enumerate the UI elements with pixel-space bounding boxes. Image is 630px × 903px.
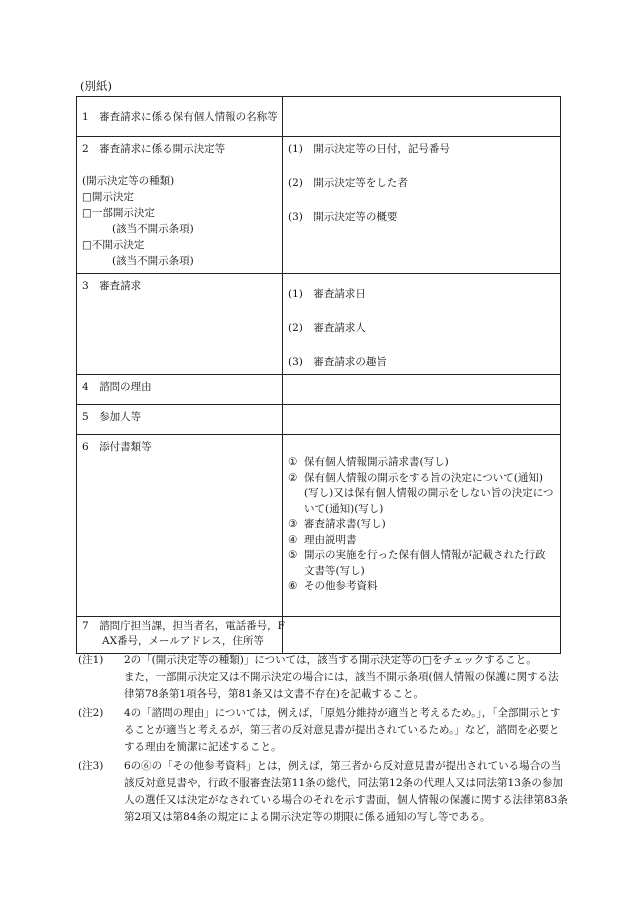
- checkbox-partial-disclosure: □一部開示決定: [82, 207, 155, 219]
- decision-date-item: (1) 開示決定等の日付，記号番号: [288, 143, 450, 155]
- row6-value-cell: [283, 435, 561, 617]
- partial-exempt-clause: (該当不開示条項): [112, 223, 194, 235]
- table-row-3: [77, 274, 561, 375]
- note-2-text: 4の「諮問の理由」については，例えば，「原処分維持が適当と考えるため。」，「全部開示とすることが適当と考えるが，第三者の反対意見書が提出されているため。」など，諮問を必要とする理由を簡潔に記述すること。: [124, 707, 561, 753]
- row1-label-cell: [77, 97, 283, 137]
- row2-label: 2 審査請求に係る開示決定等: [82, 143, 226, 155]
- decision-summary-item: (3) 開示決定等の概要: [288, 211, 398, 223]
- attachment-header: (別紙): [80, 79, 112, 93]
- checkbox-disclosure: □開示決定: [82, 191, 134, 203]
- row1-value-cell: [283, 97, 561, 137]
- notes-section: [78, 652, 568, 828]
- attachment-item-2: ② 保有個人情報の開示をする旨の決定について(通知)(写し)又は保有個人情報の開示をしない旨の決定について(通知)(写し): [288, 471, 554, 515]
- row7-label-cell: [77, 617, 283, 654]
- non-disclosure-exempt-clause: (該当不開示条項): [112, 255, 194, 267]
- row1-label: 1 審査請求に係る保有個人情報の名称等: [82, 111, 278, 123]
- row7-value-cell: [283, 617, 561, 654]
- note-3: [78, 758, 568, 826]
- note-2-label: (注2): [78, 707, 104, 719]
- row7-label-line1: 7 諮問庁担当課，担当者名，電話番号，F: [82, 620, 285, 632]
- note-3-text: 6の⑥の「その他参考資料」とは，例えば，第三者から反対意見書が提出されている場合の当該反対意見書や，行政不服審査法第11条の総代，同法第12条の代理人又は同法第13条の参加人の選任又は決定がなされている場合のそれを示す書面，個人情報の保護に関する法律第83条第2項又は第84条の規定による開示決定等の期限に係る通知の写し等である。: [124, 760, 568, 823]
- row7-label-line2: AX番号，メールアドレス，住所等: [102, 635, 264, 647]
- row5-label-cell: [77, 405, 283, 435]
- request-date-item: (1) 審査請求日: [288, 288, 366, 300]
- attachment-item-4: ④ 理由説明書: [288, 533, 357, 546]
- row4-label: 4 諮問の理由: [82, 381, 152, 393]
- row3-label-cell: [77, 274, 283, 375]
- table-row-2: [77, 137, 561, 274]
- requester-item: (2) 審査請求人: [288, 322, 366, 334]
- row6-label-cell: [77, 435, 283, 617]
- table-row-6: [77, 435, 561, 617]
- attachment-item-3: ③ 審査請求書(写し): [288, 518, 386, 530]
- note-3-label: (注3): [78, 760, 104, 772]
- table-row-4: [77, 375, 561, 405]
- request-purpose-item: (3) 審査請求の趣旨: [288, 356, 387, 368]
- row5-label: 5 参加人等: [82, 411, 142, 423]
- note-1-label: (注1): [78, 654, 104, 666]
- table-row-1: [77, 97, 561, 137]
- disclosure-type-title: (開示決定等の種類): [82, 175, 175, 187]
- row4-label-cell: [77, 375, 283, 405]
- attachment-item-5: ⑤ 開示の実施を行った保有個人情報が記載された行政文書等(写し): [288, 549, 546, 577]
- note-1: [78, 652, 568, 703]
- consultation-form-table: [76, 96, 561, 654]
- row2-label-cell: [77, 137, 283, 274]
- row3-value-cell: [283, 274, 561, 375]
- note-2: [78, 705, 568, 756]
- note-1-text-1: 2の「(開示決定等の種類)」については，該当する開示決定等の□をチェックすること。: [124, 654, 537, 666]
- attachment-item-6: ⑥ その他参考資料: [288, 580, 378, 592]
- row6-label: 6 添付書類等: [82, 441, 152, 453]
- row2-value-cell: [283, 137, 561, 274]
- table-row-5: [77, 405, 561, 435]
- note-1-text-2: また，一部開示決定又は不開示決定の場合には，該当不開示条項(個人情報の保護に関する法律第78条第1項各号，第81条又は文書不存在)を記載すること。: [124, 671, 559, 700]
- row3-label: 3 審査請求: [82, 280, 142, 292]
- table-row-7: [77, 617, 561, 654]
- decision-maker-item: (2) 開示決定等をした者: [288, 177, 408, 189]
- checkbox-non-disclosure: □不開示決定: [82, 239, 145, 251]
- row4-value-cell: [283, 375, 561, 405]
- attachment-item-1: ① 保有個人情報開示請求書(写し): [288, 456, 449, 468]
- row5-value-cell: [283, 405, 561, 435]
